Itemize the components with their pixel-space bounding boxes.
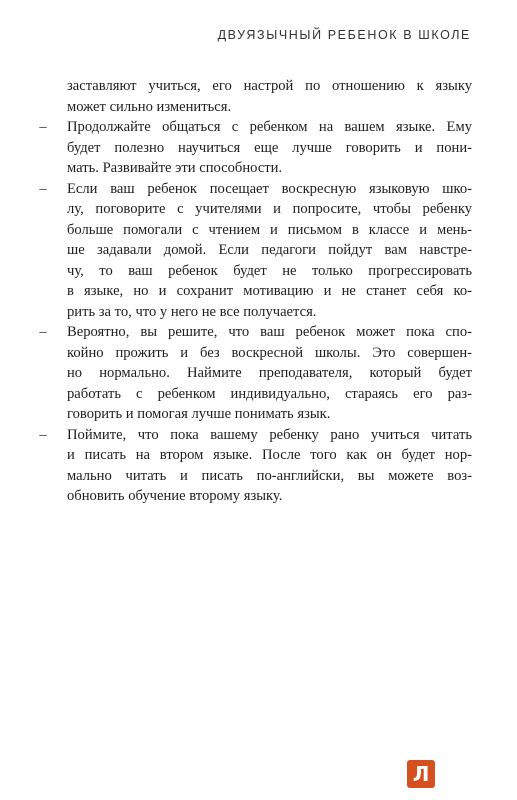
text-line: койно прожить и без воскресной школы. Это совершен- [67, 344, 472, 361]
dash-marker: – [39, 324, 47, 340]
text-line: ше задавали домой. Если педагоги пойдут вам навстре- [67, 242, 472, 258]
list-item [39, 117, 472, 179]
text-line: но нормально. Наймите преподавателя, который будет [67, 365, 472, 381]
text-line: мально читать и писать по-английски, вы можете воз- [67, 467, 472, 484]
continuation-paragraph [67, 76, 472, 117]
text-line: Продолжайте общаться с ребенком на вашем языке. Ему [67, 119, 472, 135]
dash-marker: – [39, 119, 47, 135]
list-item [39, 425, 472, 507]
list-item [39, 322, 472, 425]
text-line: может сильно измениться. [67, 98, 232, 115]
text-line: Если ваш ребенок посещает воскресную языковую шко- [67, 180, 472, 197]
text-line: обновить обучение второму языку. [67, 488, 283, 504]
text-line: в языке, но и сохранит мотивацию и не станет себя ко- [67, 283, 472, 299]
list-item [39, 179, 472, 323]
text-line: больше помогали с чтением и письмом в классе и мень- [67, 221, 472, 238]
body-text [39, 76, 472, 507]
text-line: будет полезно научиться еще лучше говорить и пони- [67, 139, 472, 156]
text-line: мать. Развивайте эти способности. [67, 160, 283, 176]
dash-marker: – [39, 426, 47, 443]
text-line: Вероятно, вы решите, что ваш ребенок может пока спо- [67, 324, 472, 340]
publisher-logo-icon: Л [407, 760, 435, 788]
text-line: лу, поговорите с учителями и попросите, чтобы ребенку [67, 201, 472, 217]
text-line: работать с ребенком индивидуально, стараясь его раз- [67, 385, 472, 402]
text-line: чу, то ваш ребенок будет не только прогрессировать [67, 262, 472, 279]
running-header: ДВУЯЗЫЧНЫЙ РЕБЕНОК В ШКОЛЕ [217, 28, 471, 42]
text-line: говорить и помогая лучше понимать язык. [67, 406, 331, 422]
text-line: рить за то, что у него не все получается. [67, 303, 317, 320]
dash-marker: – [39, 180, 47, 197]
text-line: и писать на втором языке. После того как он будет нор- [67, 447, 472, 463]
text-line: заставляют учиться, его настрой по отношению к языку [67, 78, 472, 94]
text-line: Поймите, что пока вашему ребенку рано учиться читать [67, 426, 472, 443]
